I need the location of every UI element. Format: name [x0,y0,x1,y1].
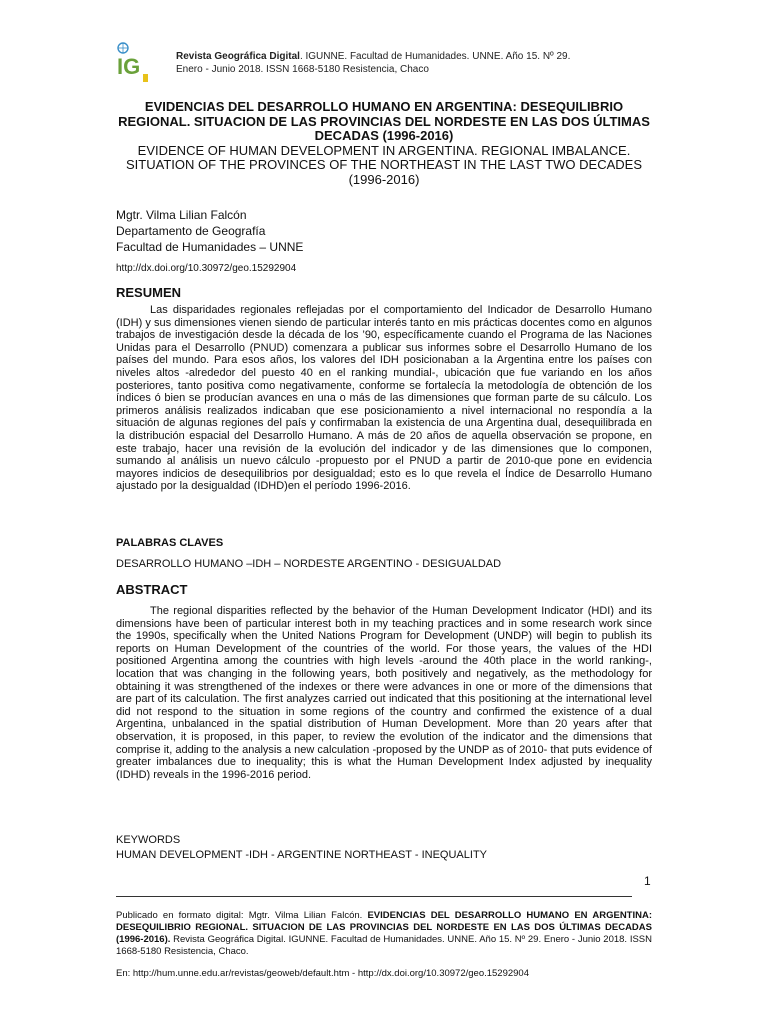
palabras-claves-text: DESARROLLO HUMANO –IDH – NORDESTE ARGENTINO - DESIGUALDAD [116,558,502,570]
journal-header [114,40,674,86]
igunne-logo-icon [114,40,160,86]
resumen-text: Las disparidades regionales reflejadas por el comportamiento del Indicador de Desarrollo Humano (IDH) y sus dimensiones vienen siendo de particular interés tanto en mis prácticas docentes como en algunos trabajos de investigación desde la década de los ’90, específicamente cuando el Programa de las Naciones Unidas para el Desarrollo (PNUD) comenzara a publicar sus informes sobre el Desarrollo Humano de los países del mundo. Para esos años, los valores del IDH posicionaban a la Argentina entre los países con niveles altos -alrededor del puesto 40 en el ranking mundial-, ubicación que fue variando en los años posteriores, tanto positiva como negativamente, conforme se fortalecía la metodología de obtención de los índices ó bien se producían avances en una o más de las dimensiones que forman parte de su cálculo. Los primeros análisis realizados indicaban que ese posicionamiento a nivel internacional no respondía a la situación de algunas regiones del país y confirmaban la existencia de una Argentina dual, desequilibrada en la distribución espacial del Desarrollo Humano. A más de 20 años de aquella observación se propone, en este trabajo, hacer una revisión de la evolución del indicador y de las dimensiones que lo componen, sumando al análisis un nuevo cálculo -propuesto por el PNUD a partir de 2010-que pone en evidencia mayores indicios de desequilibrios por desigualdad; esto es lo que revela el Índice de Desarrollo Humano ajustado por la desigualdad (IDHD)en el período 1996-2016. [116,304,652,493]
footer-citation [116,910,652,958]
journal-line-2: Enero - Junio 2018. ISSN 1668-5180 Resistencia, Chaco [176,64,429,75]
title-english: EVIDENCE OF HUMAN DEVELOPMENT IN ARGENTINA. REGIONAL IMBALANCE. SITUATION OF THE PROVINCES OF THE NORTHEAST IN THE LAST TWO DECADES (1996-2016) [126,142,642,187]
footer-suffix: Revista Geográfica Digital. IGUNNE. Facultad de Humanidades. UNNE. Año 15. Nº 29. Enero - Junio 2018. ISSN 1668-5180 Resistencia, Chaco. [116,934,652,957]
footer-prefix: Publicado en formato digital: Mgtr. Vilma Lilian Falcón. [116,910,368,921]
page-number: 1 [644,874,651,888]
author-block [116,207,303,255]
journal-name: Revista Geográfica Digital [176,51,300,62]
title-spanish: EVIDENCIAS DEL DESARROLLO HUMANO EN ARGENTINA: DESEQUILIBRIO REGIONAL. SITUACION DE LAS PROVINCIAS DEL NORDESTE EN LAS DOS ÚLTIMAS DECADAS (1996-2016) [118,99,650,143]
doi-link[interactable]: http://dx.doi.org/10.30972/geo.15292904 [116,263,297,274]
abstract-text: The regional disparities reflected by the behavior of the Human Development Indicator (HDI) and its dimensions have been of particular interest both in my teaching practices and in some research work since the 1990s, specifically when the United Nations Program for Development (UNDP) will begin to publish its reports on Human Development of the countries of the world. For those years, the values of the HDI positioned Argentina among the countries with high levels -around the 40th place in the world ranking-, location that was changing in the following years, both positively and negatively, as the methodology for obtaining it was strengthened of the indexes or there were advances in one or more of the dimensions that are part of its calculation. The first analyzes carried out indicated that this positioning at the international level did not respond to the situation in some regions of the country and confirmed the existence of a dual Argentina, unbalanced in the spatial distribution of Human Development. More than 20 years after that observation, it is proposed, in this paper, to review the evolution of the indicator and the dimensions that comprise it, adding to the analysis a new calculation -proposed by the UNDP as of 2010- that puts evidence of greater imbalances due to inequality; this is what the Human Development Index adjusted by inequality (IDHD) reveals in the 1996-2016 period. [116,605,652,781]
footer-urls[interactable]: En: http://hum.unne.edu.ar/revistas/geoweb/default.htm - http://dx.doi.org/10.30972/geo.15292904 [116,968,530,979]
title-block [112,100,656,187]
abstract-heading: ABSTRACT [116,582,188,597]
author-faculty: Facultad de Humanidades – UNNE [116,240,304,254]
keywords-text: HUMAN DEVELOPMENT -IDH - ARGENTINE NORTHEAST - INEQUALITY [116,849,487,861]
journal-details: . IGUNNE. Facultad de Humanidades. UNNE. Año 15. Nº 29. [299,51,571,62]
author-name: Mgtr. Vilma Lilian Falcón [116,208,247,222]
journal-line-1 [176,50,570,63]
footer-divider [116,896,632,897]
author-department: Departamento de Geografía [116,224,266,238]
footer-title: EVIDENCIAS DEL DESARROLLO HUMANO EN ARGENTINA: DESEQUILIBRIO REGIONAL. SITUACION DE LAS PROVINCIAS DEL NORDESTE EN LAS DOS ÚLTIMAS DECADAS (1996-2016). [116,910,653,945]
resumen-heading: RESUMEN [116,285,182,300]
logo-text: IG [117,54,141,79]
keywords-heading: KEYWORDS [116,834,181,846]
journal-info [176,50,570,76]
palabras-claves-heading: PALABRAS CLAVES [116,537,224,549]
